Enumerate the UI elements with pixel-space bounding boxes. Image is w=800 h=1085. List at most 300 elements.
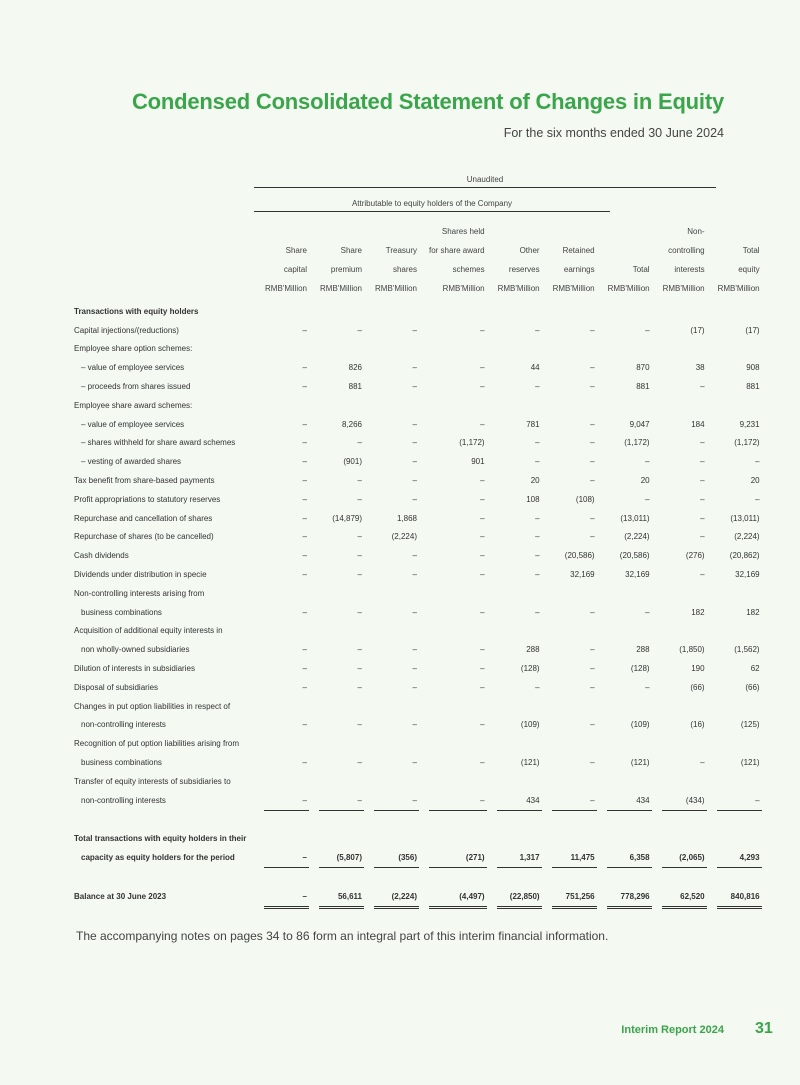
column-gap	[419, 659, 429, 678]
table-row	[74, 490, 762, 509]
column-gap	[364, 565, 374, 584]
value-cell	[607, 734, 652, 753]
column-gap	[419, 358, 429, 377]
column-gap	[597, 640, 607, 659]
value-cell: –	[480, 325, 485, 335]
column-gap	[652, 867, 662, 886]
value-cell	[552, 622, 597, 641]
column-header-cell: Retained	[562, 246, 595, 255]
value-cell	[497, 810, 542, 829]
value-cell: 826	[348, 363, 362, 373]
value-cell	[374, 867, 419, 886]
value-cell	[717, 734, 762, 753]
column-gap	[364, 887, 374, 907]
value-cell: 881	[348, 382, 362, 392]
column-gap	[597, 678, 607, 697]
value-cell: (128)	[630, 664, 650, 674]
row-label: – shares withheld for share award schemes	[81, 438, 236, 448]
column-gap	[487, 471, 497, 490]
value-cell: –	[302, 457, 307, 467]
value-cell	[264, 396, 309, 415]
column-gap	[487, 810, 497, 829]
column-gap	[542, 584, 552, 603]
column-gap	[487, 791, 497, 810]
column-gap	[364, 546, 374, 565]
column-gap	[309, 584, 319, 603]
value-cell: –	[480, 720, 485, 730]
value-cell: 288	[526, 645, 540, 655]
column-gap	[309, 640, 319, 659]
value-cell: (4,497)	[429, 887, 487, 907]
value-cell	[662, 622, 707, 641]
value-cell	[497, 622, 542, 641]
value-cell: 190	[691, 664, 705, 674]
column-gap	[419, 546, 429, 565]
value-cell: –	[412, 607, 417, 617]
value-cell: –	[535, 438, 540, 448]
column-gap	[487, 622, 497, 641]
column-gap	[487, 697, 497, 716]
column-gap	[597, 434, 607, 453]
value-cell	[497, 697, 542, 716]
value-cell	[717, 302, 762, 321]
column-gap	[652, 716, 662, 735]
column-gap	[652, 471, 662, 490]
table-row	[74, 753, 762, 772]
column-gap	[254, 753, 264, 772]
column-gap	[542, 772, 552, 791]
value-cell: 434	[607, 791, 652, 810]
value-cell	[319, 340, 364, 359]
value-cell: –	[552, 791, 597, 810]
column-gap	[707, 640, 717, 659]
column-gap	[707, 734, 717, 753]
value-cell	[607, 340, 652, 359]
column-gap	[542, 791, 552, 810]
value-cell: –	[700, 438, 705, 448]
column-gap	[254, 528, 264, 547]
table-row	[74, 565, 762, 584]
column-gap	[419, 565, 429, 584]
page-number: 31	[755, 1020, 773, 1037]
value-cell: –	[590, 363, 595, 373]
column-gap	[652, 546, 662, 565]
column-header-row	[74, 279, 762, 298]
column-gap	[487, 659, 497, 678]
value-cell	[662, 772, 707, 791]
value-cell: 11,475	[552, 848, 597, 867]
column-gap	[254, 622, 264, 641]
value-cell: 32,169	[570, 570, 595, 580]
column-gap	[487, 340, 497, 359]
column-header-cell	[319, 222, 364, 241]
column-gap	[487, 887, 497, 907]
value-cell: (2,224)	[391, 532, 417, 542]
column-gap	[487, 509, 497, 528]
value-cell: –	[645, 457, 650, 467]
value-cell: –	[412, 438, 417, 448]
table-row	[74, 772, 762, 791]
column-gap	[364, 279, 374, 298]
column-gap	[309, 377, 319, 396]
value-cell: (271)	[429, 848, 487, 867]
value-cell	[552, 302, 597, 321]
column-gap	[652, 509, 662, 528]
column-gap	[542, 241, 552, 260]
column-gap	[364, 222, 374, 241]
column-gap	[597, 241, 607, 260]
header-spacer	[74, 241, 254, 260]
value-cell	[319, 396, 364, 415]
value-cell	[429, 810, 487, 829]
value-cell	[717, 396, 762, 415]
column-gap	[652, 772, 662, 791]
value-cell: –	[412, 645, 417, 655]
value-cell: –	[357, 476, 362, 486]
table-row	[74, 358, 762, 377]
value-cell: 1,317	[497, 848, 542, 867]
column-gap	[542, 471, 552, 490]
value-cell: (121)	[740, 758, 760, 768]
value-cell: 778,296	[607, 887, 652, 907]
value-cell: 182	[746, 607, 760, 617]
value-cell: –	[302, 513, 307, 523]
value-cell: –	[480, 382, 485, 392]
column-gap	[652, 260, 662, 279]
column-gap	[597, 734, 607, 753]
column-header-cell	[607, 222, 652, 241]
column-header-cell: RMB'Million	[442, 284, 485, 293]
column-gap	[364, 358, 374, 377]
column-gap	[254, 678, 264, 697]
column-gap	[707, 565, 717, 584]
column-gap	[542, 829, 552, 848]
column-gap	[364, 415, 374, 434]
column-gap	[254, 377, 264, 396]
value-cell: 32,169	[735, 570, 760, 580]
column-gap	[487, 829, 497, 848]
column-header-cell	[717, 222, 762, 241]
column-gap	[487, 452, 497, 471]
value-cell	[374, 302, 419, 321]
value-cell: 38	[695, 363, 705, 373]
value-cell: –	[590, 476, 595, 486]
column-gap	[707, 377, 717, 396]
value-cell: (434)	[662, 791, 707, 810]
column-gap	[254, 222, 264, 241]
value-cell: –	[357, 682, 362, 692]
value-cell: –	[302, 645, 307, 655]
column-gap	[542, 622, 552, 641]
value-cell: 20	[530, 476, 540, 486]
column-gap	[309, 848, 319, 867]
value-cell: –	[264, 887, 309, 907]
value-cell: –	[412, 758, 417, 768]
value-cell	[607, 810, 652, 829]
column-gap	[254, 260, 264, 279]
value-cell	[607, 867, 652, 886]
column-gap	[542, 867, 552, 886]
column-gap	[652, 640, 662, 659]
column-gap	[364, 678, 374, 697]
column-gap	[364, 867, 374, 886]
column-header-cell: premium	[330, 265, 362, 274]
column-gap	[364, 772, 374, 791]
value-cell: –	[412, 720, 417, 730]
column-gap	[707, 810, 717, 829]
value-cell	[319, 772, 364, 791]
value-cell	[552, 697, 597, 716]
column-gap	[364, 734, 374, 753]
column-gap	[652, 452, 662, 471]
column-header-cell: Total	[742, 246, 760, 255]
column-gap	[364, 622, 374, 641]
column-gap	[597, 659, 607, 678]
column-gap	[254, 358, 264, 377]
value-cell: –	[357, 758, 362, 768]
column-gap	[652, 622, 662, 641]
column-gap	[542, 659, 552, 678]
column-gap	[652, 659, 662, 678]
column-gap	[597, 753, 607, 772]
column-gap	[707, 697, 717, 716]
value-cell: –	[535, 513, 540, 523]
value-cell: –	[480, 570, 485, 580]
column-header-cell: Total	[632, 265, 650, 274]
column-gap	[254, 279, 264, 298]
row-label: Changes in put option liabilities in respect of	[74, 701, 231, 711]
header-spacer	[74, 222, 254, 241]
column-gap	[652, 603, 662, 622]
value-cell	[374, 829, 419, 848]
column-gap	[309, 791, 319, 810]
column-gap	[542, 678, 552, 697]
value-cell: 288	[636, 645, 650, 655]
equity-statement-table	[74, 222, 762, 909]
column-gap	[487, 867, 497, 886]
value-cell	[319, 734, 364, 753]
value-cell: –	[412, 476, 417, 486]
value-cell: –	[412, 551, 417, 561]
value-cell: –	[412, 363, 417, 373]
value-cell: –	[412, 664, 417, 674]
column-gap	[364, 490, 374, 509]
value-cell	[552, 340, 597, 359]
column-gap	[419, 603, 429, 622]
column-gap	[707, 584, 717, 603]
value-cell	[264, 302, 309, 321]
column-gap	[652, 829, 662, 848]
row-label: Recognition of put option liabilities arising from	[74, 739, 239, 749]
value-cell: (1,850)	[679, 645, 705, 655]
column-gap	[542, 697, 552, 716]
value-cell: 62,520	[662, 887, 707, 907]
column-gap	[652, 358, 662, 377]
column-gap	[364, 340, 374, 359]
value-cell	[319, 867, 364, 886]
column-gap	[364, 716, 374, 735]
value-cell	[429, 340, 487, 359]
column-gap	[364, 829, 374, 848]
value-cell	[552, 867, 597, 886]
column-gap	[597, 622, 607, 641]
column-gap	[309, 867, 319, 886]
column-gap	[419, 415, 429, 434]
column-gap	[419, 396, 429, 415]
table-row	[74, 509, 762, 528]
value-cell: (16)	[690, 720, 705, 730]
value-cell	[607, 697, 652, 716]
column-gap	[707, 716, 717, 735]
column-gap	[597, 565, 607, 584]
column-gap	[487, 222, 497, 241]
column-gap	[597, 810, 607, 829]
value-cell: (121)	[520, 758, 540, 768]
value-cell: –	[717, 791, 762, 810]
column-gap	[652, 340, 662, 359]
column-gap	[419, 678, 429, 697]
column-gap	[652, 528, 662, 547]
column-gap	[254, 415, 264, 434]
value-cell: (901)	[343, 457, 362, 467]
column-gap	[652, 279, 662, 298]
column-gap	[597, 358, 607, 377]
value-cell: (125)	[740, 720, 760, 730]
column-gap	[364, 659, 374, 678]
value-cell: –	[302, 570, 307, 580]
value-cell	[374, 810, 419, 829]
value-cell	[662, 396, 707, 415]
column-gap	[419, 452, 429, 471]
row-label: Dilution of interests in subsidiaries	[74, 664, 195, 674]
value-cell: (109)	[630, 720, 650, 730]
value-cell	[497, 302, 542, 321]
row-label: non-controlling interests	[81, 795, 166, 805]
column-gap	[707, 340, 717, 359]
column-header-cell	[607, 241, 652, 260]
column-gap	[254, 887, 264, 907]
column-header-cell: Other	[519, 246, 540, 255]
value-cell	[264, 867, 309, 886]
value-cell: 62	[750, 664, 760, 674]
value-cell: –	[412, 325, 417, 335]
column-gap	[254, 640, 264, 659]
column-gap	[364, 528, 374, 547]
column-gap	[652, 848, 662, 867]
value-cell	[429, 396, 487, 415]
value-cell	[319, 622, 364, 641]
value-cell: –	[590, 419, 595, 429]
value-cell: –	[535, 325, 540, 335]
column-header-cell: Share	[285, 246, 307, 255]
column-gap	[707, 678, 717, 697]
column-gap	[419, 377, 429, 396]
value-cell: –	[590, 382, 595, 392]
column-gap	[542, 321, 552, 340]
value-cell: –	[535, 382, 540, 392]
column-gap	[707, 753, 717, 772]
column-gap	[364, 640, 374, 659]
value-cell	[662, 584, 707, 603]
value-cell: –	[264, 848, 309, 867]
value-cell: –	[535, 607, 540, 617]
column-gap	[707, 490, 717, 509]
header-spacer	[74, 260, 254, 279]
column-gap	[707, 241, 717, 260]
column-gap	[707, 415, 717, 434]
column-gap	[597, 415, 607, 434]
column-gap	[309, 509, 319, 528]
value-cell	[607, 772, 652, 791]
value-cell: –	[590, 720, 595, 730]
column-gap	[542, 340, 552, 359]
column-gap	[309, 678, 319, 697]
value-cell: (17)	[690, 325, 705, 335]
row-label: Repurchase of shares (to be cancelled)	[74, 532, 214, 542]
value-cell: –	[480, 476, 485, 486]
value-cell: –	[302, 325, 307, 335]
column-gap	[487, 321, 497, 340]
value-cell: –	[480, 682, 485, 692]
column-gap	[542, 222, 552, 241]
row-label: business combinations	[81, 758, 162, 768]
table-row	[74, 887, 762, 907]
value-cell: 870	[636, 363, 650, 373]
column-gap	[254, 546, 264, 565]
value-cell: 751,256	[552, 887, 597, 907]
column-gap	[419, 791, 429, 810]
table-row	[74, 377, 762, 396]
table-row	[74, 716, 762, 735]
value-cell: –	[700, 532, 705, 542]
value-cell: –	[535, 551, 540, 561]
column-header-cell: Treasury	[385, 246, 417, 255]
value-cell: (2,065)	[662, 848, 707, 867]
value-cell: –	[357, 532, 362, 542]
row-label: Tax benefit from share-based payments	[74, 476, 215, 486]
column-gap	[597, 321, 607, 340]
column-gap	[309, 603, 319, 622]
table-row	[74, 867, 762, 886]
table-row	[74, 415, 762, 434]
value-cell	[717, 622, 762, 641]
row-label: Dividends under distribution in specie	[74, 570, 207, 580]
column-header-cell: interests	[674, 265, 705, 274]
value-cell: –	[480, 513, 485, 523]
value-cell: 881	[746, 382, 760, 392]
value-cell	[264, 622, 309, 641]
value-cell: –	[302, 476, 307, 486]
column-gap	[254, 471, 264, 490]
value-cell: (5,807)	[319, 848, 364, 867]
column-gap	[254, 810, 264, 829]
column-header-cell: equity	[738, 265, 760, 274]
table-row	[74, 603, 762, 622]
column-gap	[309, 321, 319, 340]
value-cell: (1,172)	[459, 438, 485, 448]
table-row	[74, 678, 762, 697]
column-gap	[254, 848, 264, 867]
row-label: – vesting of awarded shares	[81, 457, 182, 467]
column-gap	[542, 603, 552, 622]
value-cell: –	[412, 682, 417, 692]
column-gap	[309, 546, 319, 565]
row-label: business combinations	[81, 607, 162, 617]
row-label: Transfer of equity interests of subsidiaries to	[74, 776, 231, 786]
column-gap	[309, 302, 319, 321]
page-subtitle: For the six months ended 30 June 2024	[503, 126, 724, 140]
column-header-cell: RMB'Million	[497, 284, 540, 293]
